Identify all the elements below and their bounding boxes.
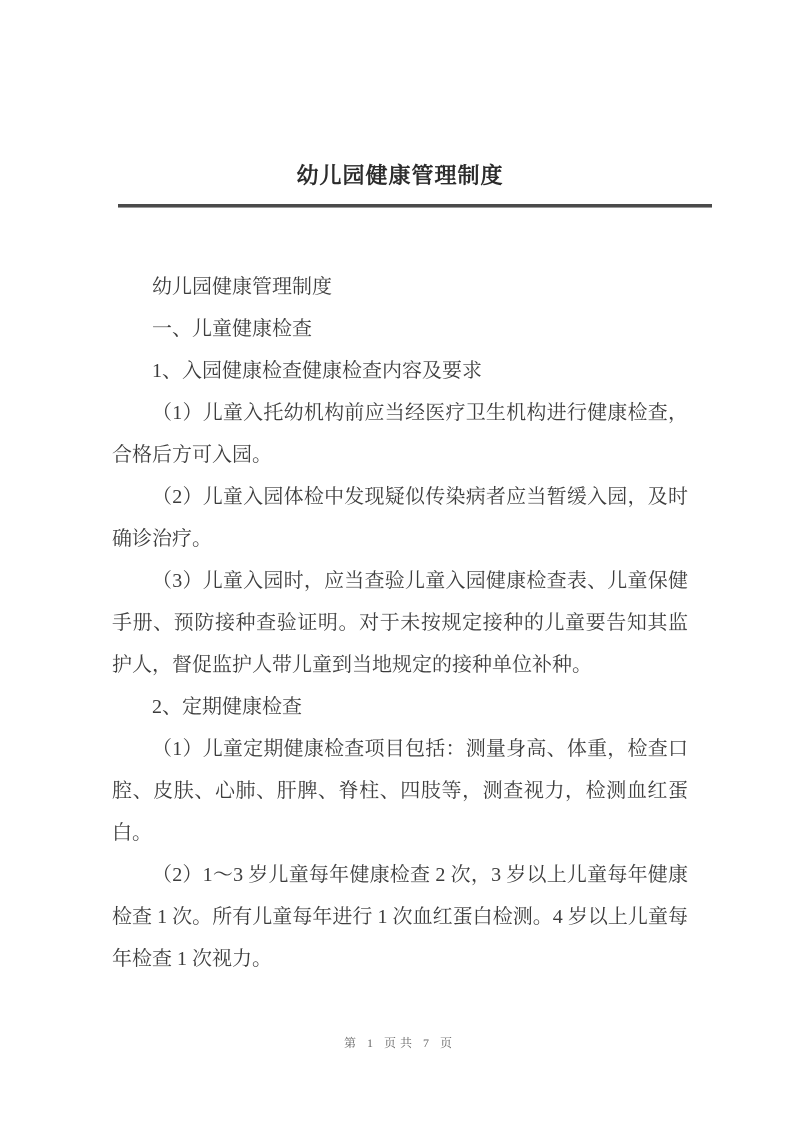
page-footer: 第 1 页共 7 页: [343, 1036, 456, 1050]
paragraph: 一、儿童健康检查: [152, 318, 312, 340]
paragraph: （1）儿童定期健康检查项目包括：测量身高、体重，检查口腔、皮肤、心肺、肝脾、脊柱、四肢等，测查视力，检测血红蛋白。: [112, 738, 688, 844]
paragraph: （3）儿童入园时，应当查验儿童入园健康检查表、儿童保健手册、预防接种查验证明。对于未按规定接种的儿童要告知其监护人，督促监护人带儿童到当地规定的接种单位补种。: [112, 570, 688, 676]
paragraph: 2、定期健康检查: [152, 696, 302, 718]
paragraph: （2）儿童入园体检中发现疑似传染病者应当暂缓入园，及时确诊治疗。: [112, 486, 688, 550]
paragraph: （1）儿童入托幼机构前应当经医疗卫生机构进行健康检查，合格后方可入园。: [112, 402, 688, 466]
paragraph: 幼儿园健康管理制度: [152, 276, 332, 298]
document-title: 幼儿园健康管理制度: [296, 163, 504, 188]
paragraph: 1、入园健康检查健康检查内容及要求: [152, 360, 482, 382]
paragraph: （2）1～3 岁儿童每年健康检查 2 次，3 岁以上儿童每年健康检查 1 次。所有儿童每年进行 1 次血红蛋白检测。4 岁以上儿童每年检查 1 次视力。: [112, 864, 688, 970]
document-body: [0, 266, 800, 980]
title-underline: [118, 204, 712, 208]
